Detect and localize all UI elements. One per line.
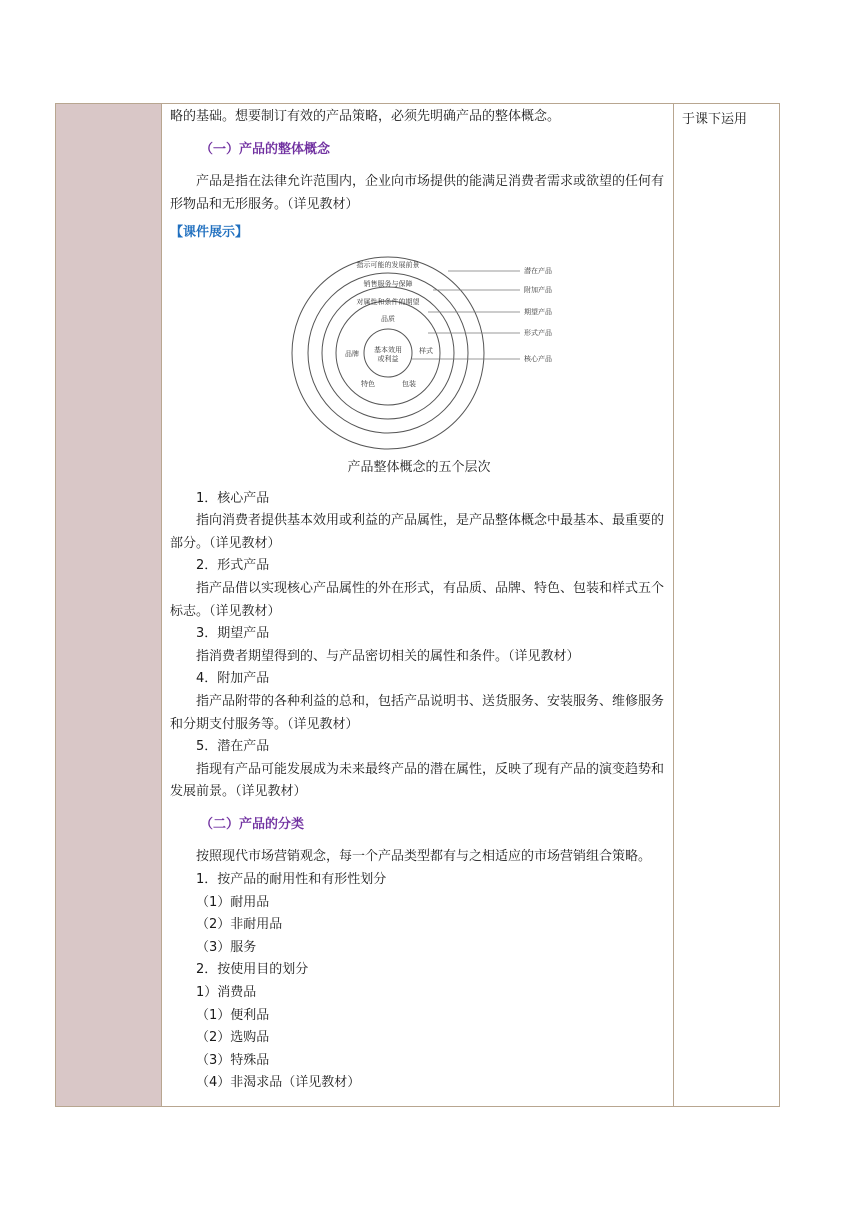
legend-expected: 期望产品: [524, 307, 552, 316]
product-levels-diagram: [170, 253, 668, 453]
item-5-desc: 指现有产品可能发展成为未来最终产品的潜在属性，反映了现有产品的演变趋势和发展前景。（详见教材）: [170, 761, 665, 800]
class-b-subtitle: 1）消费品: [196, 985, 257, 1001]
item-5-title: 5．潜在产品: [196, 739, 270, 755]
class-b-item-4: （4）非渴求品（详见教材）: [196, 1075, 361, 1091]
class-a-item-3: （3）服务: [196, 939, 257, 955]
figure-caption: 产品整体概念的五个层次: [347, 459, 491, 475]
legend-augmented: 附加产品: [524, 285, 552, 294]
item-2-desc: 指产品借以实现核心产品属性的外在形式，有品质、品牌、特色、包装和样式五个标志。（详见教材）: [170, 580, 665, 619]
label-feature: 特色: [361, 379, 375, 388]
ring-label-prospects: 指示可能的发展前景: [356, 260, 420, 269]
item-3-title: 3．期望产品: [196, 626, 270, 642]
intro-text: 略的基础。想要制订有效的产品策略，必须先明确产品的整体概念。: [170, 109, 561, 124]
label-package: 包装: [402, 379, 416, 388]
ring-label-expectation: 对属性和条件的期望: [356, 297, 420, 306]
concentric-circles-figure: [288, 253, 578, 453]
label-quality: 品质: [381, 314, 395, 323]
label-core-2: 或利益: [377, 354, 399, 363]
courseware-label: 【课件展示】: [170, 225, 249, 241]
item-3-desc: 指消费者期望得到的、与产品密切相关的属性和条件。（详见教材）: [196, 648, 580, 664]
class-b-item-3: （3）特殊品: [196, 1052, 270, 1068]
item-4-desc: 指产品附带的各种利益的总和，包括产品说明书、送货服务、安装服务、维修服务和分期支付服务等。（详见教材）: [170, 693, 665, 732]
section-1-paragraph: 产品是指在法律允许范围内，企业向市场提供的能满足消费者需求或欲望的任何有形物品和无形服务。（详见教材）: [170, 174, 665, 212]
lesson-table: [55, 103, 780, 1107]
legend-potential: 潜在产品: [524, 266, 552, 275]
right-column-note: 于课下运用: [682, 112, 748, 127]
class-b-item-2: （2）选购品: [196, 1030, 270, 1046]
section-2-paragraph: 按照现代市场营销观念，每一个产品类型都有与之相适应的市场营销组合策略。: [196, 849, 652, 865]
label-brand: 品牌: [345, 349, 359, 358]
item-4-title: 4．附加产品: [196, 671, 270, 687]
label-style: 样式: [419, 346, 433, 355]
section-2-title: （二）产品的分类: [200, 816, 305, 832]
class-b-title: 2．按使用目的划分: [196, 962, 309, 978]
class-a-title: 1．按产品的耐用性和有形性划分: [196, 872, 387, 888]
ring-label-service: 销售服务与保障: [363, 279, 413, 288]
label-core-1: 基本效用: [374, 345, 402, 354]
item-1-desc: 指向消费者提供基本效用或利益的产品属性，是产品整体概念中最基本、最重要的部分。（详见教材）: [170, 513, 665, 551]
left-column: [56, 104, 162, 1106]
right-column: [673, 104, 779, 1106]
section-1-title: （一）产品的整体概念: [200, 141, 331, 157]
content-column: [170, 104, 668, 1095]
item-1-title: 1．核心产品: [196, 490, 270, 506]
class-b-item-1: （1）便利品: [196, 1007, 270, 1023]
class-a-item-2: （2）非耐用品: [196, 917, 283, 933]
legend-core: 核心产品: [524, 354, 552, 363]
legend-formal: 形式产品: [524, 328, 552, 337]
class-a-item-1: （1）耐用品: [196, 894, 270, 910]
item-2-title: 2．形式产品: [196, 558, 270, 574]
